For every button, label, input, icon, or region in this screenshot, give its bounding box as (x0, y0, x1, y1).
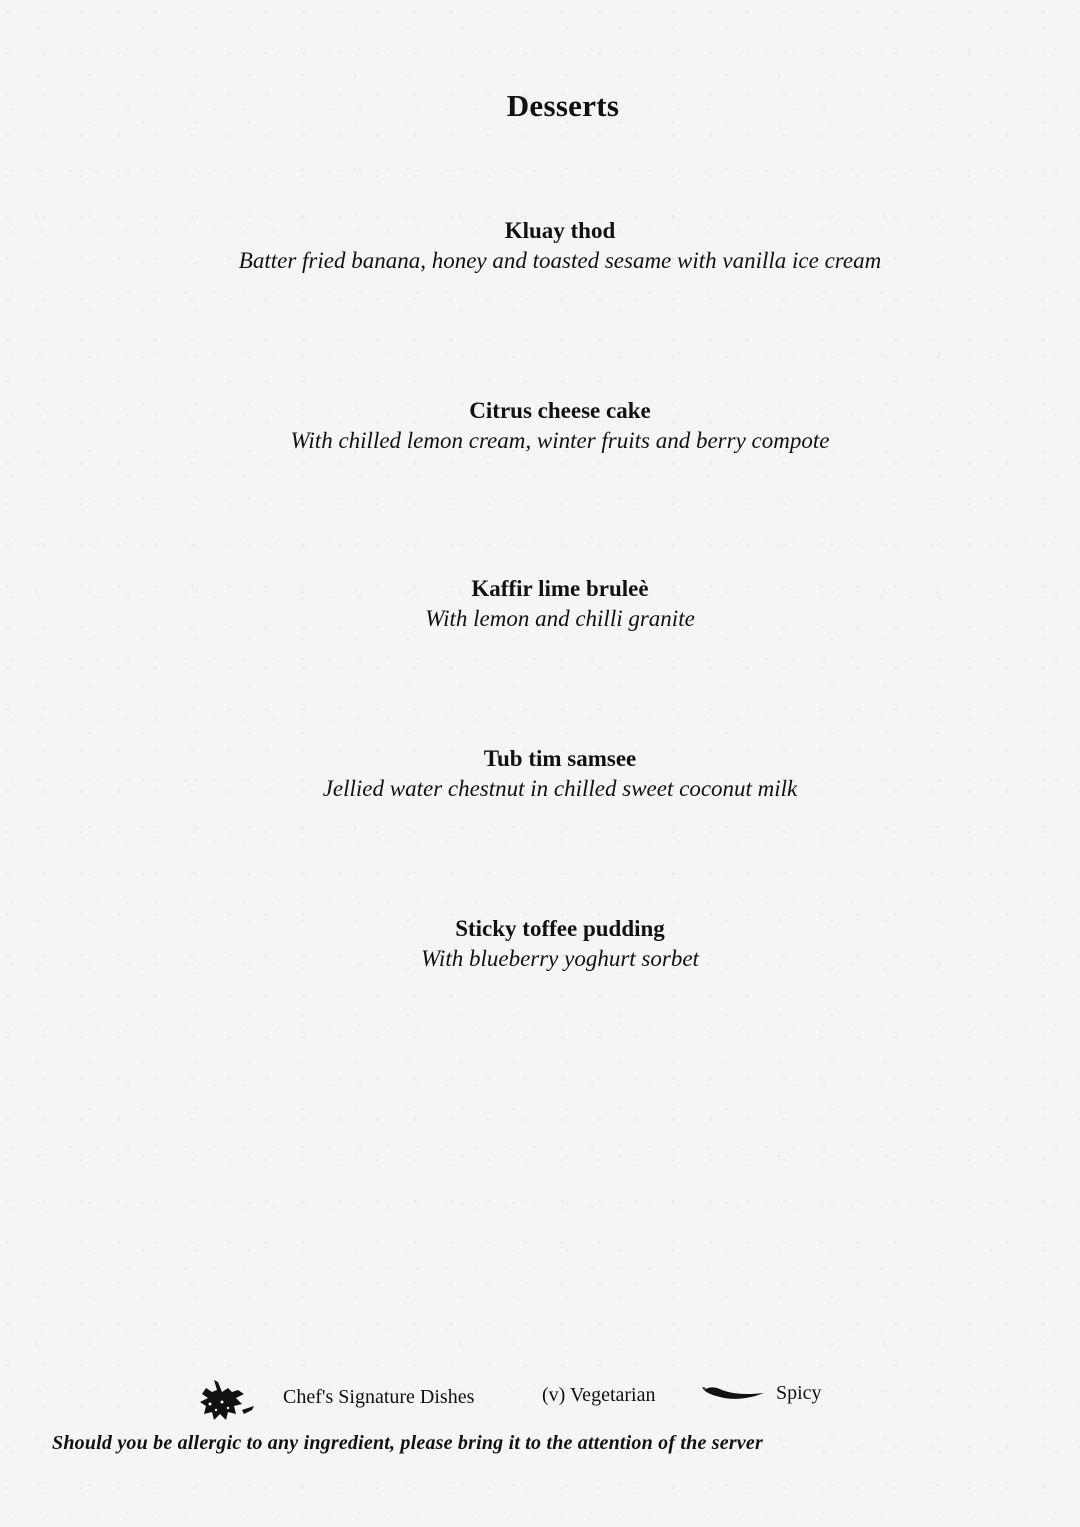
page-title: Desserts (506, 88, 620, 123)
menu-item-description: With blueberry yoghurt sorbet (421, 946, 699, 971)
menu-item-description: Batter fried banana, honey and toasted sesame with vanilla ice cream (238, 248, 882, 273)
menu-item-kaffir-lime-brulee (0, 574, 1080, 634)
menu-item-description: With lemon and chilli granite (425, 606, 695, 631)
menu-item-description: With chilled lemon cream, winter fruits and berry compote (290, 428, 830, 453)
legend (0, 1376, 1080, 1426)
menu-item-name: Citrus cheese cake (469, 398, 651, 423)
legend-vegetarian-label: (v) Vegetarian (542, 1384, 656, 1406)
menu-item-citrus-cheese-cake (0, 396, 1080, 456)
menu-item-sticky-toffee-pudding (0, 914, 1080, 974)
menu-item-name: Kaffir lime bruleè (471, 576, 649, 601)
menu-item-name: Kluay thod (504, 218, 616, 243)
legend-spicy-label: Spicy (776, 1382, 822, 1404)
menu-item-name: Tub tim samsee (483, 746, 637, 771)
legend-chef-label: Chef's Signature Dishes (283, 1386, 475, 1408)
chef-signature-icon (192, 1376, 256, 1424)
allergy-notice: Should you be allergic to any ingredient, please bring it to the attention of the server (52, 1432, 763, 1454)
chilli-pepper-icon (702, 1384, 766, 1404)
menu-item-tub-tim-samsee (0, 744, 1080, 804)
menu-item-description: Jellied water chestnut in chilled sweet coconut milk (322, 776, 798, 801)
menu-item-name: Sticky toffee pudding (455, 916, 665, 941)
menu-item-kluay-thod (0, 216, 1080, 276)
